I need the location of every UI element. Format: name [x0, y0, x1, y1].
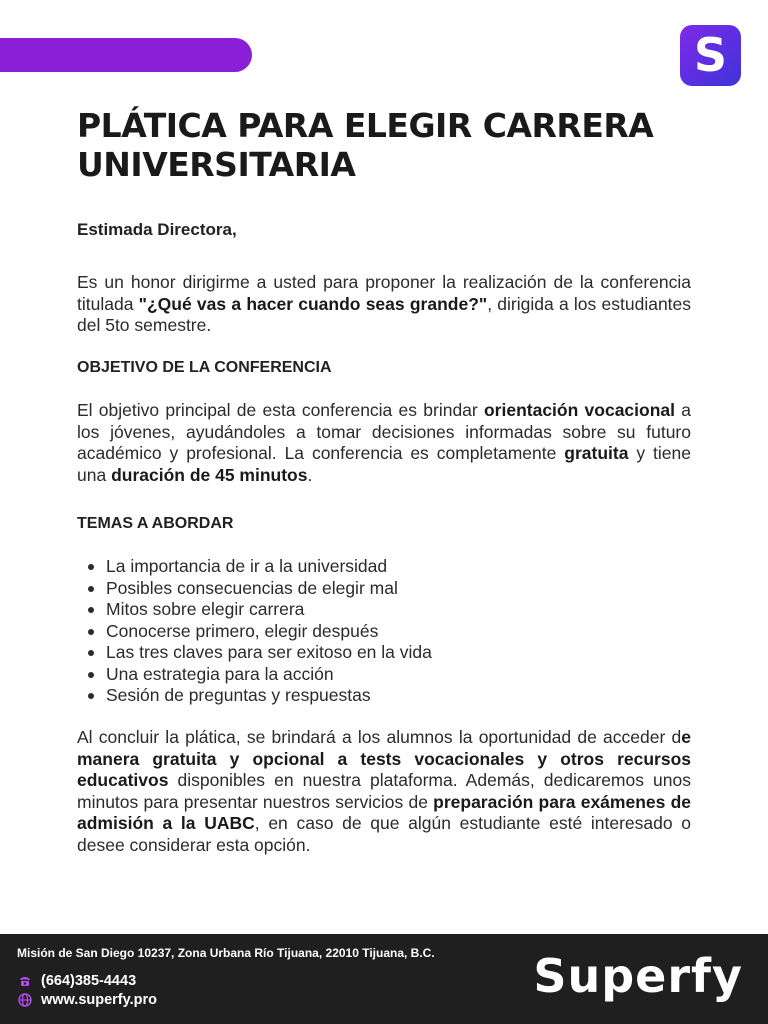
closing-text-2: disponibles en nuestra plataforma. Además, dedicaremos unos minutos para presentar nuestros servicios de — [77, 770, 691, 812]
topics-list — [87, 556, 432, 707]
superfy-brand-logo: Superfy — [533, 949, 743, 1003]
greeting: Estimada Directora, — [77, 220, 237, 239]
objective-heading: OBJETIVO DE LA CONFERENCIA — [77, 359, 332, 376]
footer-phone-row — [17, 972, 136, 990]
objective-bold-1: orientación vocacional — [483, 400, 676, 420]
header-accent-bar — [0, 38, 252, 72]
objective-paragraph — [77, 400, 691, 486]
list-item: La importancia de ir a la universidad — [87, 556, 432, 578]
title-line-1: PLÁTICA PARA ELEGIR CARRERA — [77, 106, 654, 145]
closing-text-1: Al concluir la plática, se brindará a los alumnos la oportunidad de acceder d — [77, 727, 682, 747]
footer-phone[interactable]: (664)385-4443 — [41, 973, 137, 989]
footer-web-row — [17, 991, 157, 1009]
intro-text-1: Es un honor dirigirme a usted para proponer la realización de la conferencia titulada — [77, 272, 691, 314]
closing-bold-2: preparación para exámenes de admisión a la UABC — [77, 791, 691, 833]
list-item: Las tres claves para ser exitoso en la vida — [87, 642, 432, 664]
footer — [0, 934, 768, 1024]
footer-address: Misión de San Diego 10237, Zona Urbana Río Tijuana, 22010 Tijuana, B.C. — [17, 946, 435, 960]
phone-icon — [17, 974, 32, 989]
objective-bold-2: gratuita — [564, 443, 629, 463]
intro-text-2: , dirigida a los estudiantes del 5to semestre. — [77, 293, 692, 335]
list-item: Una estrategia para la acción — [87, 664, 432, 686]
page-title — [77, 106, 697, 184]
list-item: Posibles consecuencias de elegir mal — [87, 578, 432, 600]
globe-icon — [17, 993, 32, 1008]
conference-title: "¿Qué vas a hacer cuando seas grande?" — [138, 293, 488, 314]
title-line-2: UNIVERSITARIA — [77, 145, 356, 184]
objective-text-1: El objetivo principal de esta conferencia es brindar — [77, 400, 484, 420]
intro-paragraph — [77, 272, 691, 337]
footer-website-link[interactable]: www.superfy.pro — [41, 992, 158, 1008]
closing-bold-1: e manera gratuita y opcional a tests vocacionales y otros recursos educativos — [77, 727, 691, 790]
superfy-logo-icon — [680, 25, 741, 86]
list-item: Mitos sobre elegir carrera — [87, 599, 432, 621]
objective-text-3: y tiene una — [77, 443, 691, 485]
objective-text-4: . — [307, 464, 313, 485]
list-item: Conocerse primero, elegir después — [87, 621, 432, 643]
logo-letter: S — [693, 27, 728, 82]
objective-text-2: a los jóvenes, ayudándoles a tomar decisiones informadas sobre su futuro académico y profesional. La conferencia es completamente — [77, 400, 691, 463]
closing-paragraph — [77, 727, 691, 856]
closing-text-3: , en caso de que algún estudiante esté interesado o desee considerar esta opción. — [77, 813, 691, 855]
objective-bold-3: duración de 45 minutos — [111, 464, 308, 485]
topics-heading: TEMAS A ABORDAR — [77, 515, 234, 532]
list-item: Sesión de preguntas y respuestas — [87, 685, 432, 707]
